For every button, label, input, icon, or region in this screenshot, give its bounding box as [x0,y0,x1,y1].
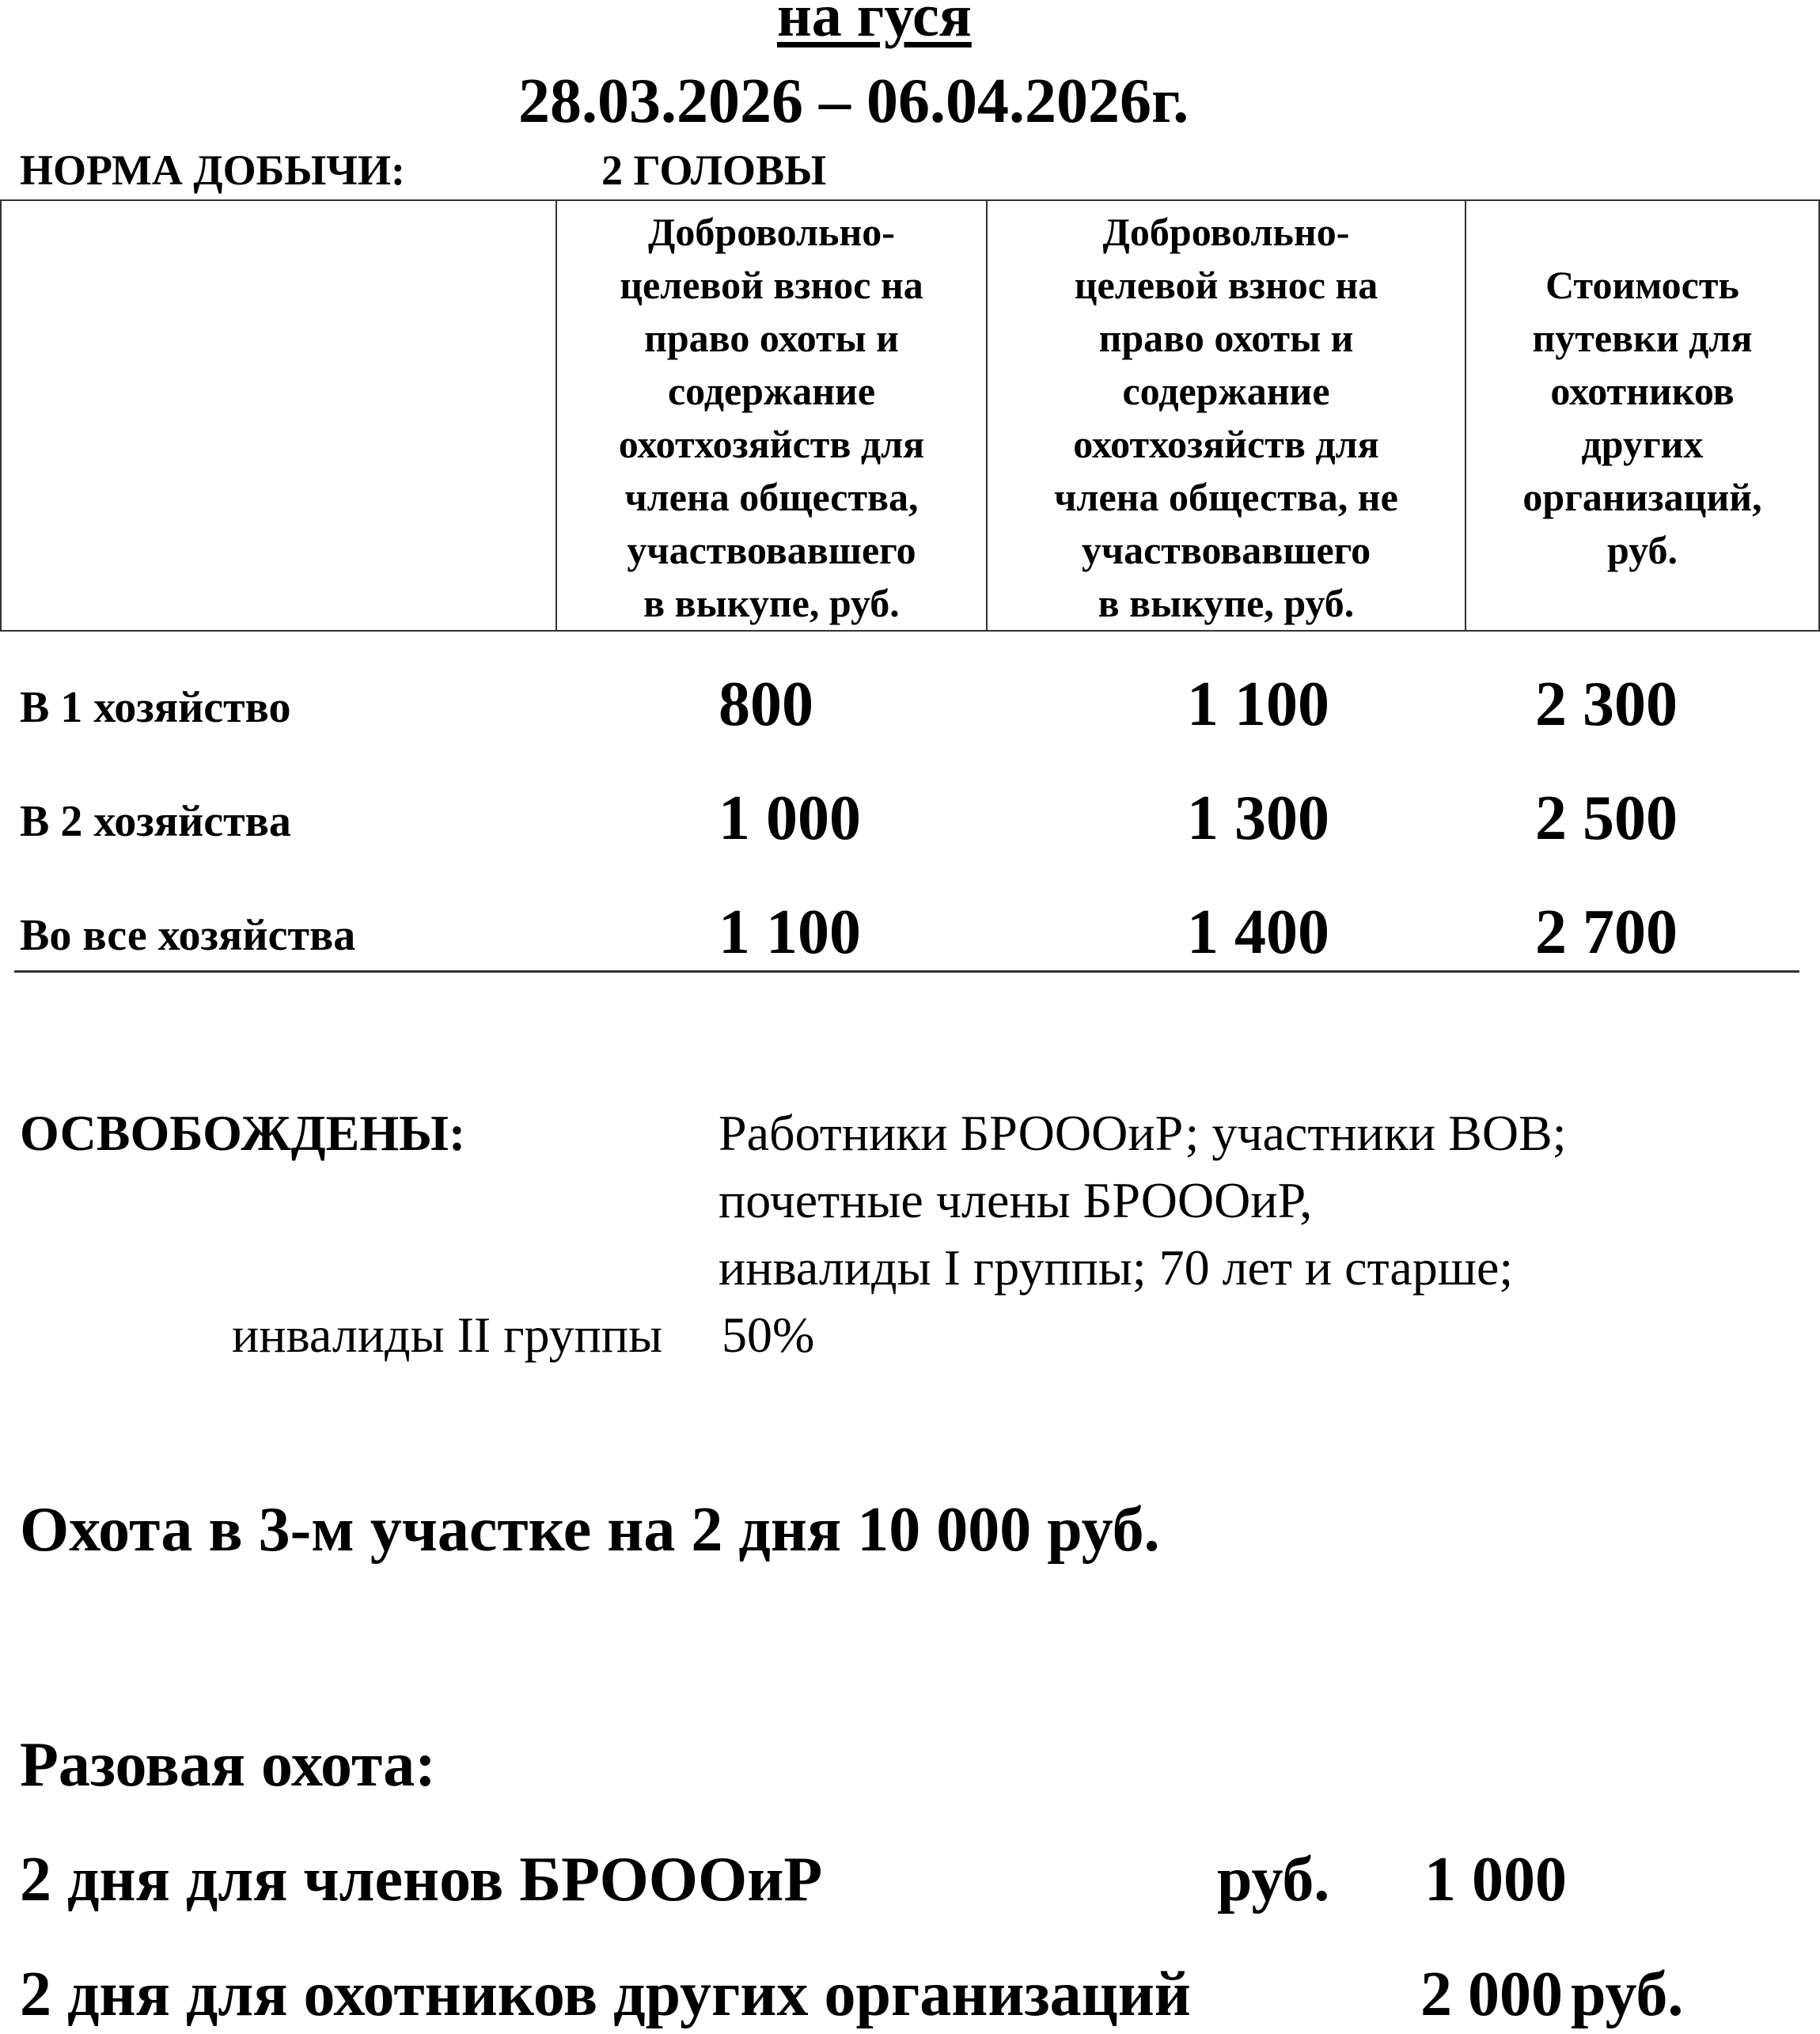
header-line: участвовавшего [1081,528,1371,572]
header-line: охотников [1550,369,1735,413]
header-line: путевки для [1532,316,1753,360]
header-line: целевой взнос на [1074,263,1378,307]
header-line: участвовавшего [627,528,916,572]
price-table-header [0,199,1820,632]
exemption-line: Работники БРОООиР; участники ВОВ; [719,1105,1567,1161]
price-other-organizations: 2 300 [1535,670,1678,739]
header-line: члена общества, [624,475,919,519]
exemption-line: инвалиды I группы; 70 лет и старше; [719,1239,1514,1296]
header-line: члена общества, не [1054,475,1398,519]
exemption-partial-discount: 50% [722,1307,815,1363]
header-line: организаций, [1522,475,1762,519]
table-bottom-divider [14,970,1799,973]
price-members-participated: 1 000 [719,784,861,853]
single-hunt-label: 2 дня для членов БРОООиР [20,1845,823,1914]
header-cell-empty [1,200,556,631]
single-hunt-unit: руб. [1217,1845,1330,1914]
header-line: право охоты и [1098,316,1354,360]
single-hunt-unit: руб. [1571,1960,1684,2029]
price-other-organizations: 2 700 [1535,897,1678,967]
row-label: Во все хозяйства [20,911,356,960]
single-hunt-title: Разовая охота: [20,1730,436,1800]
single-hunt-label: 2 дня для охотников других организаций [20,1960,1191,2029]
header-line: в выкупе, руб. [643,581,900,625]
header-line: руб. [1607,528,1678,572]
title-species: на гуся [777,0,972,49]
special-hunt-offer: Охота в 3-м участке на 2 дня 10 000 руб. [20,1495,1160,1565]
single-hunt-price: 1 000 [1424,1845,1567,1914]
header-line: содержание [1122,369,1330,413]
single-hunt-price: 2 000 [1420,1960,1563,2029]
norm-label: НОРМА ДОБЫЧИ: [20,146,405,194]
header-line: право охоты и [644,316,899,360]
date-range: 28.03.2026 – 06.04.2026г. [518,66,1189,136]
header-line: других [1581,422,1704,466]
exemption-line: почетные члены БРОООиР, [719,1172,1313,1228]
header-line: охотхозяйств для [618,422,925,466]
price-members-not-participated: 1 100 [1187,670,1329,739]
exemption-partial-group: инвалиды II группы [232,1307,663,1363]
header-row [1,200,1819,631]
header-line: Стоимость [1545,263,1739,307]
header-line: в выкупе, руб. [1098,581,1355,625]
price-other-organizations: 2 500 [1535,784,1678,853]
header-cell-other-organizations [1465,200,1819,631]
row-label: В 2 хозяйства [20,797,291,846]
header-line: Добровольно- [648,210,895,254]
norm-value: 2 ГОЛОВЫ [601,146,827,194]
header-cell-members-participated [556,200,987,631]
exemptions-label: ОСВОБОЖДЕНЫ: [20,1105,466,1161]
header-line: целевой взнос на [620,263,923,307]
header-line: Добровольно- [1102,210,1350,254]
header-line: содержание [667,369,876,413]
price-members-participated: 1 100 [719,897,861,967]
price-members-participated: 800 [719,670,813,739]
header-line: охотхозяйств для [1073,422,1379,466]
header-cell-members-not-participated [987,200,1465,631]
price-members-not-participated: 1 300 [1187,784,1329,853]
price-members-not-participated: 1 400 [1187,897,1329,967]
row-label: В 1 хозяйство [20,683,291,732]
